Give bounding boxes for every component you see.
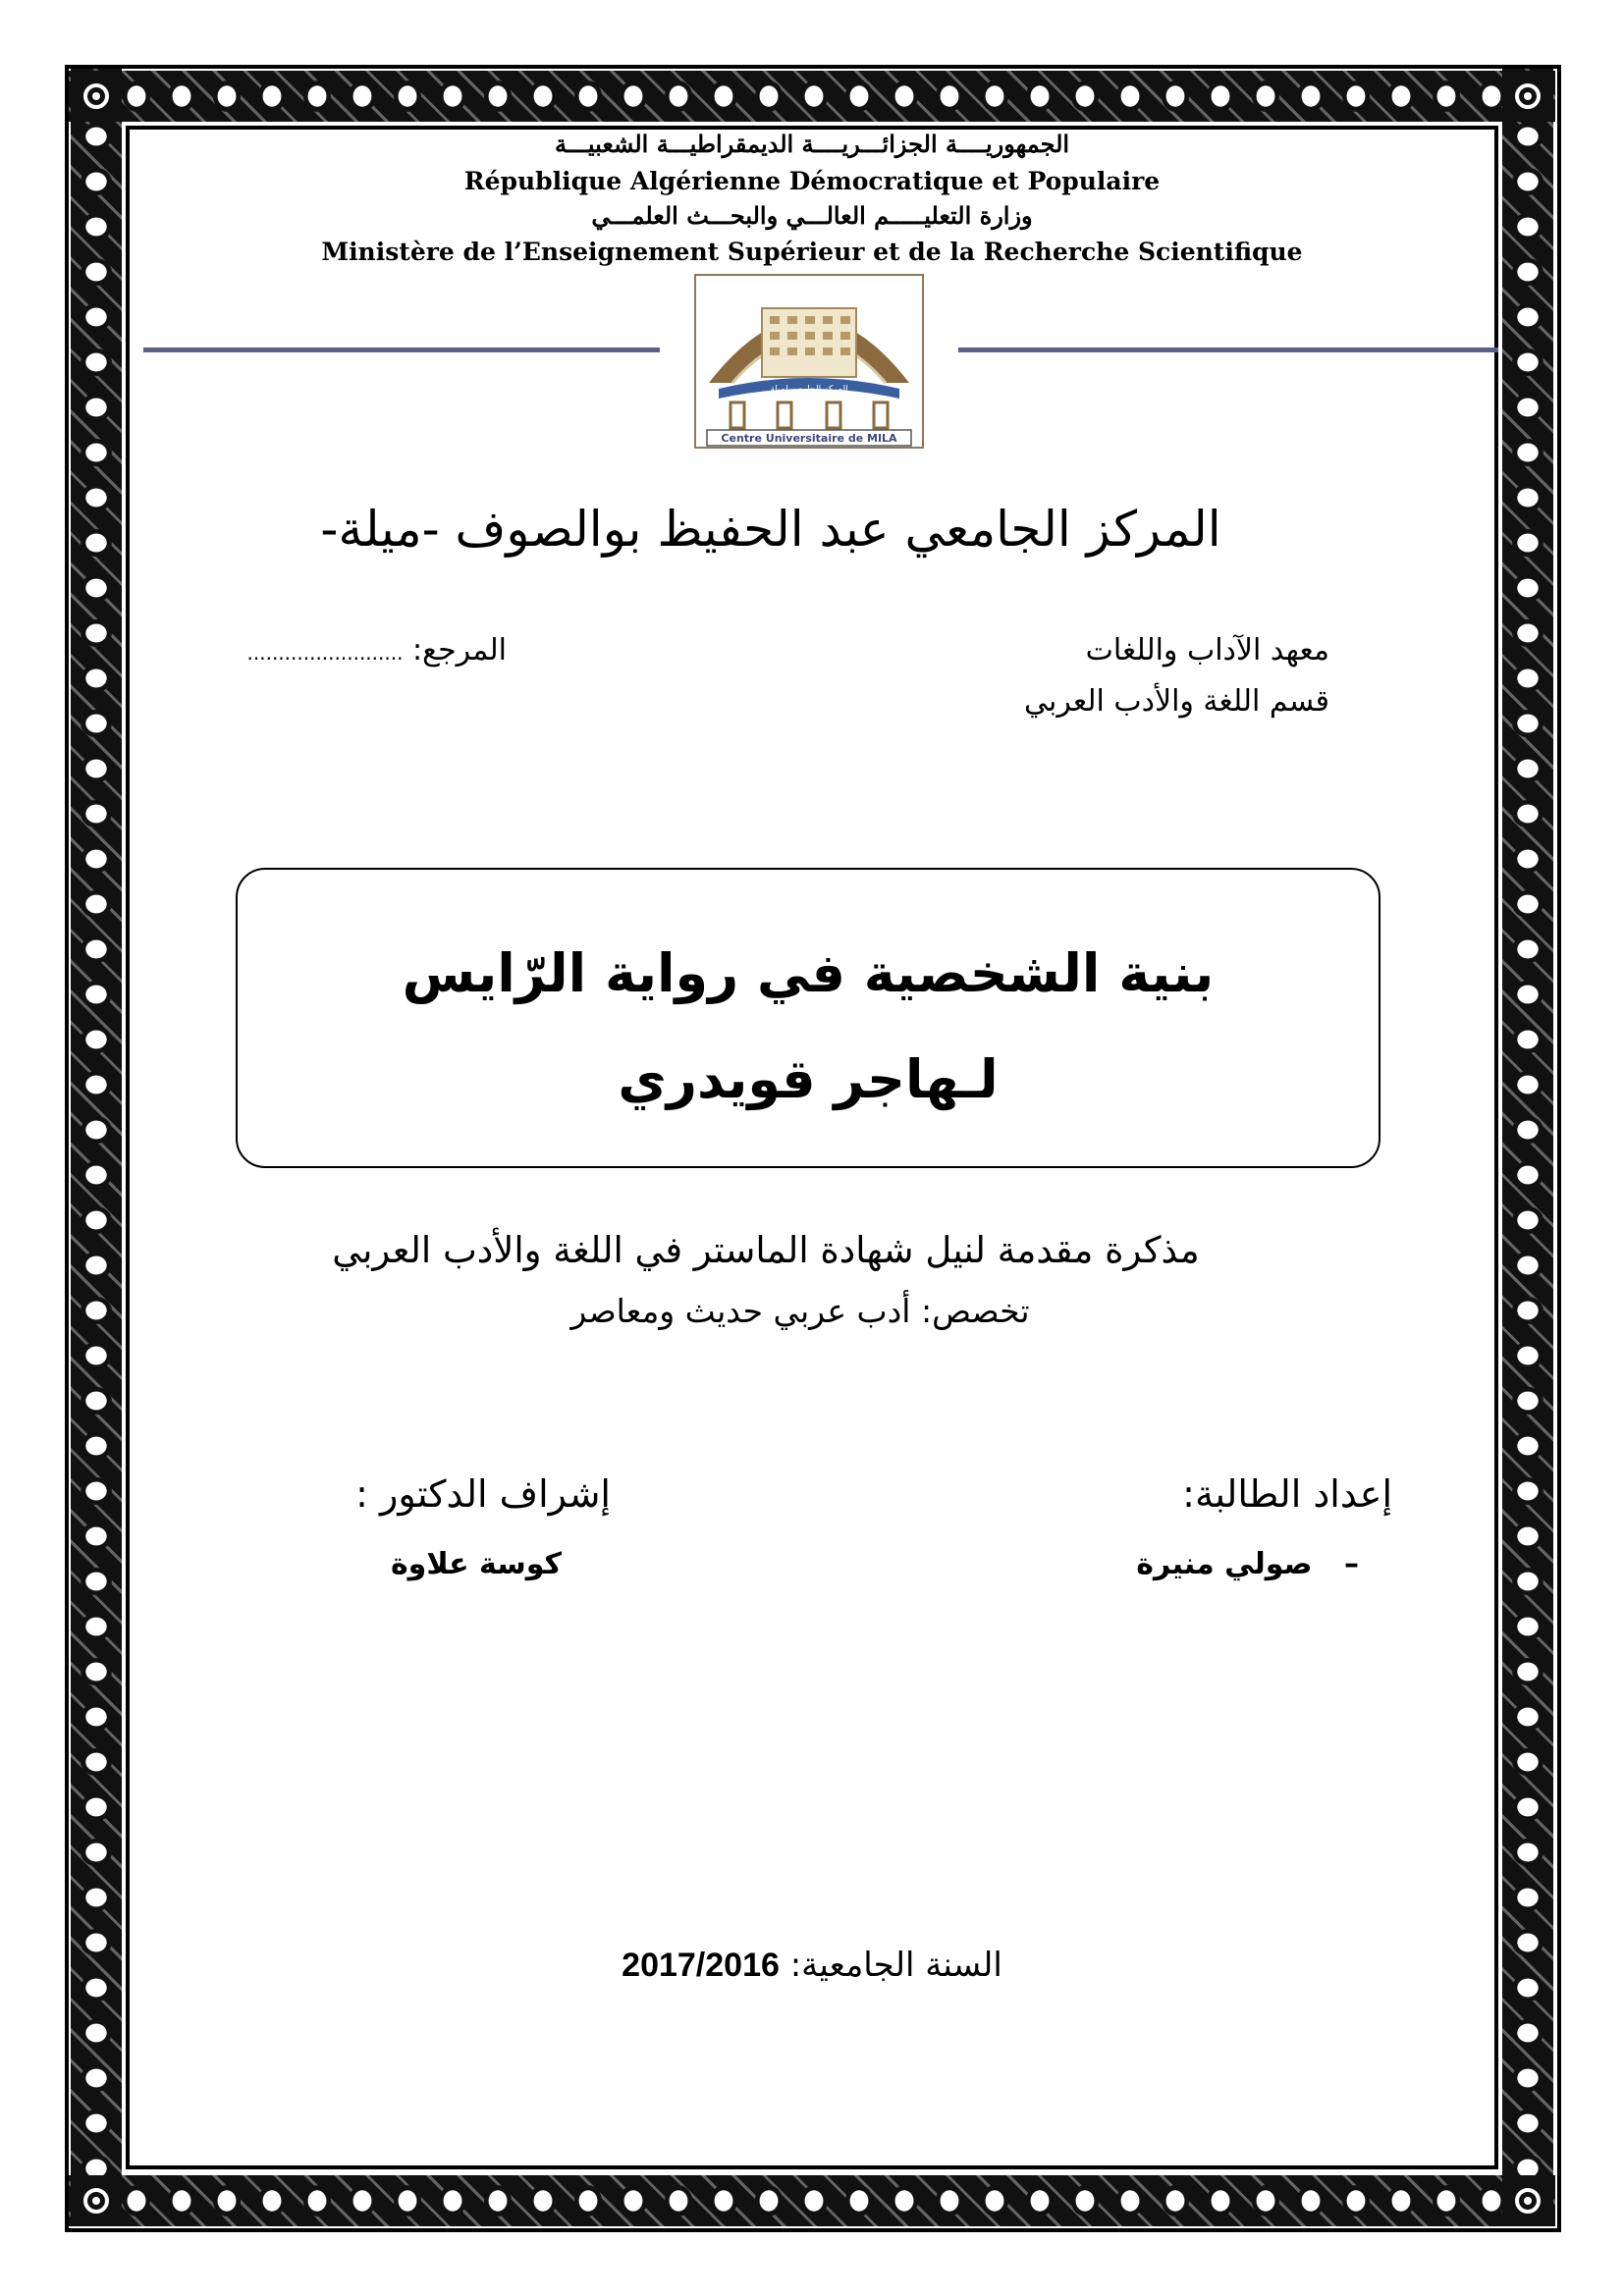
supervisor-name: كوسة علاوة: [390, 1547, 562, 1581]
institute-name: معهد الآداب واللغات: [1085, 633, 1329, 667]
academic-year-label: السنة الجامعية:: [789, 1946, 1002, 1985]
header-rule-right: [958, 347, 1498, 352]
university-logo: [693, 273, 925, 450]
corner-ornament-icon: [1502, 71, 1553, 122]
department-name: قسم اللغة والأدب العربي: [1023, 684, 1329, 719]
student-line: [1136, 1547, 1359, 1581]
student-label: إعداد الطالبة:: [1182, 1472, 1392, 1516]
university-name: المركز الجامعي عبد الحفيظ بوالصوف -ميلة-: [320, 501, 1221, 558]
header-rule-left: [143, 347, 660, 352]
degree-description: مذكرة مقدمة لنيل شهادة الماستر في اللغة والأدب العربي: [332, 1229, 1200, 1271]
corner-ornament-icon: [71, 2175, 122, 2226]
logo-arabic-text: المركز الجامعي لميلة: [770, 385, 848, 395]
top-border-band: [69, 71, 1555, 122]
right-border-band: [1502, 69, 1553, 2226]
bottom-border-band: [69, 2175, 1555, 2226]
republic-french: République Algérienne Démocratique et Populaire: [463, 167, 1161, 195]
reference-label: المرجع:: [412, 633, 507, 667]
supervisor-label: إشراف الدكتور :: [355, 1472, 611, 1516]
reference-value: .........................: [246, 641, 404, 665]
reference-line: [247, 633, 507, 667]
corner-ornament-icon: [71, 71, 122, 122]
student-bullet: –: [1344, 1547, 1359, 1581]
specialization: تخصص: أدب عربي حديث ومعاصر: [570, 1292, 1030, 1330]
logo-caption: Centre Universitaire de MILA: [721, 432, 897, 445]
thesis-title-box: [236, 868, 1380, 1168]
academic-year-line: [0, 1946, 1624, 1985]
thesis-title-line2: لـهاجر قويدري: [618, 1048, 999, 1110]
left-border-band: [71, 69, 122, 2226]
ministry-arabic: وزارة التعليـــــم العالـــي والبحـــث العلمـــي: [591, 201, 1033, 230]
republic-arabic: الجمهوريــــة الجزائـــريــــة الديمقراطيـــة الشعبيـــة: [554, 130, 1070, 158]
academic-year-value: 2017/2016: [622, 1947, 780, 1984]
thesis-title-line1: بنية الشخصية في رواية الرّايس: [402, 942, 1215, 1004]
ministry-french: Ministère de l’Enseignement Supérieur et de la Recherche Scientifique: [321, 238, 1303, 266]
corner-ornament-icon: [1502, 2175, 1553, 2226]
student-name: صولي منيرة: [1136, 1547, 1313, 1581]
